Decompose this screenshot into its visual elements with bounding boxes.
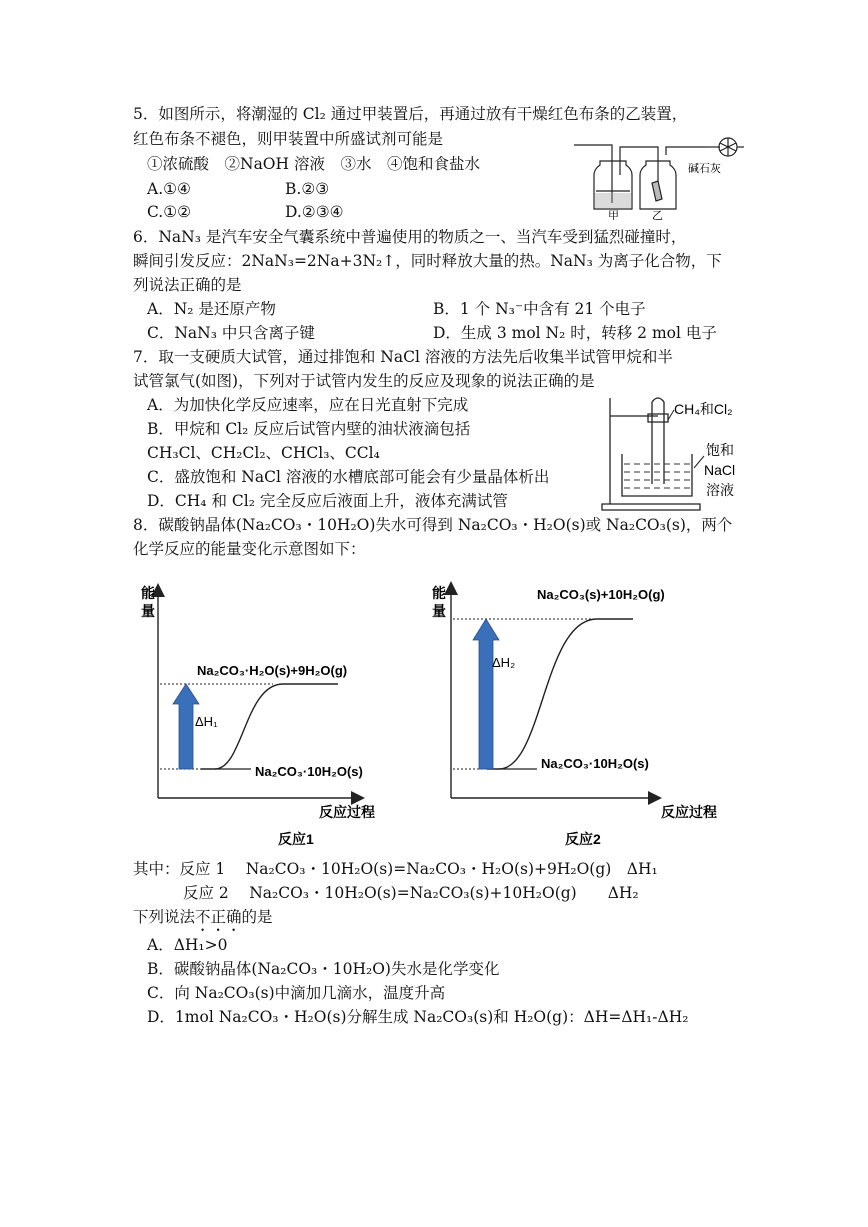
chart2-caption: 反应2: [565, 831, 601, 847]
q8-question-emphasis: 不正确: [195, 908, 242, 926]
chart2-y-label-2: 量: [432, 603, 446, 619]
chart1-y-label-2: 量: [141, 603, 155, 619]
q7-line2: 试管氯气(如图)，下列对于试管内发生的反应及现象的说法正确的是: [133, 372, 595, 390]
q8-option-b[interactable]: B．碳酸钠晶体(Na₂CO₃・10H₂O)失水是化学变化: [147, 960, 500, 978]
q6-option-c[interactable]: C．NaN₃ 中只含离子键: [147, 324, 315, 342]
chart1-x-label: 反应过程: [319, 804, 375, 820]
q5-option-a[interactable]: A.①④: [147, 180, 191, 198]
q7-label-solution-3: 溶液: [706, 482, 734, 498]
chart2-energy-curve: [487, 619, 633, 769]
q8-option-c[interactable]: C．向 Na₂CO₃(s)中滴加几滴水，温度升高: [147, 984, 446, 1002]
q7-option-c[interactable]: C．盛放饱和 NaCl 溶液的水槽底部可能会有少量晶体析出: [147, 468, 550, 486]
q8-question-suffix: 的是: [241, 908, 273, 926]
chart2-delta-h: ΔH₂: [492, 655, 516, 670]
q8-line2: 化学反应的能量变化示意图如下：: [133, 540, 366, 558]
chart1-delta-h: ΔH₁: [195, 714, 218, 729]
q5-line2: 红色布条不褪色，则甲装置中所盛试剂可能是: [133, 130, 444, 148]
chart1-y-label-1: 能: [141, 585, 155, 601]
energy-diagram-reaction-2: [425, 570, 735, 855]
energy-diagram-reaction-1: [133, 570, 408, 855]
chart2-product-label: Na₂CO₃(s)+10H₂O(g): [537, 587, 665, 602]
q7-apparatus-figure: [598, 392, 748, 514]
q6-option-a[interactable]: A．N₂ 是还原产物: [147, 300, 276, 318]
q5-options-list: ①浓硫酸 ②NaOH 溶液 ③水 ④饱和食盐水: [147, 155, 480, 173]
chart2-delta-h-arrow: [473, 619, 499, 769]
q7-line1: 7．取一支硬质大试管，通过排饱和 NaCl 溶液的方法先后收集半试管甲烷和半: [133, 348, 673, 366]
q8-line1: 8．碳酸钠晶体(Na₂CO₃・10H₂O)失水可得到 Na₂CO₃・H₂O(s)或 Na₂CO₃(s)，两个: [133, 516, 733, 534]
q7-option-d[interactable]: D．CH₄ 和 Cl₂ 完全反应后液面上升，液体充满试管: [147, 492, 508, 510]
q8-option-d[interactable]: D．1mol Na₂CO₃・H₂O(s)分解生成 Na₂CO₃(s)和 H₂O(g)：ΔH=ΔH₁-ΔH₂: [147, 1008, 689, 1026]
q5-apparatus-figure: [570, 135, 745, 220]
q7-option-b[interactable]: B．甲烷和 Cl₂ 反应后试管内壁的油状液滴包括: [147, 420, 471, 438]
q5-label-yi: 乙: [652, 210, 663, 220]
q7-label-gas: CH₄和Cl₂: [674, 401, 733, 417]
q8-question-prefix: 下列说法: [133, 908, 196, 926]
q5-option-b[interactable]: B.②③: [285, 180, 330, 198]
chart1-reactant-label: Na₂CO₃·10H₂O(s): [255, 764, 363, 779]
q8-question: [133, 906, 273, 935]
q8-reaction-1: 其中：反应 1 Na₂CO₃・10H₂O(s)=Na₂CO₃・H₂O(s)+9H₂O(g) ΔH₁: [133, 860, 658, 878]
chart2-y-label-1: 能: [432, 585, 446, 601]
q5-option-d[interactable]: D.②③④: [285, 203, 344, 221]
q7-option-a[interactable]: A．为加快化学反应速率，应在日光直射下完成: [147, 396, 469, 414]
q6-line2: 瞬间引发反应：2NaN₃=2Na+3N₂↑，同时释放大量的热。NaN₃ 为离子化合物，下: [133, 252, 722, 270]
q7-option-b-cont: CH₃Cl、CH₂Cl₂、CHCl₃、CCl₄: [147, 444, 380, 462]
chart1-energy-curve: [201, 684, 338, 769]
q5-option-c[interactable]: C.①②: [147, 203, 192, 221]
q7-label-solution-2: NaCl: [704, 462, 736, 478]
q5-label-soda-lime: 碱石灰: [688, 163, 721, 175]
q6-option-b[interactable]: B．1 个 N₃⁻中含有 21 个电子: [433, 300, 646, 318]
chart1-product-label: Na₂CO₃·H₂O(s)+9H₂O(g): [197, 663, 348, 678]
q5-label-jia: 甲: [608, 210, 619, 220]
q7-label-solution-1: 饱和: [706, 442, 734, 458]
chart1-caption: 反应1: [278, 831, 314, 847]
chart2-reactant-label: Na₂CO₃·10H₂O(s): [541, 756, 649, 771]
q8-reaction-2: 反应 2 Na₂CO₃・10H₂O(s)=Na₂CO₃(s)+10H₂O(g) ΔH₂: [183, 884, 639, 902]
chart2-x-label: 反应过程: [661, 804, 717, 820]
q6-line1: 6．NaN₃ 是汽车安全气囊系统中普遍使用的物质之一、当汽车受到猛烈碰撞时，: [133, 228, 687, 246]
q6-line3: 列说法正确的是: [133, 276, 242, 294]
q5-line1: 5．如图所示，将潮湿的 Cl₂ 通过甲装置后，再通过放有干燥红色布条的乙装置，: [133, 105, 688, 123]
q6-option-d[interactable]: D．生成 3 mol N₂ 时，转移 2 mol 电子: [433, 324, 717, 342]
q8-option-a[interactable]: A．ΔH₁>0: [147, 936, 228, 954]
